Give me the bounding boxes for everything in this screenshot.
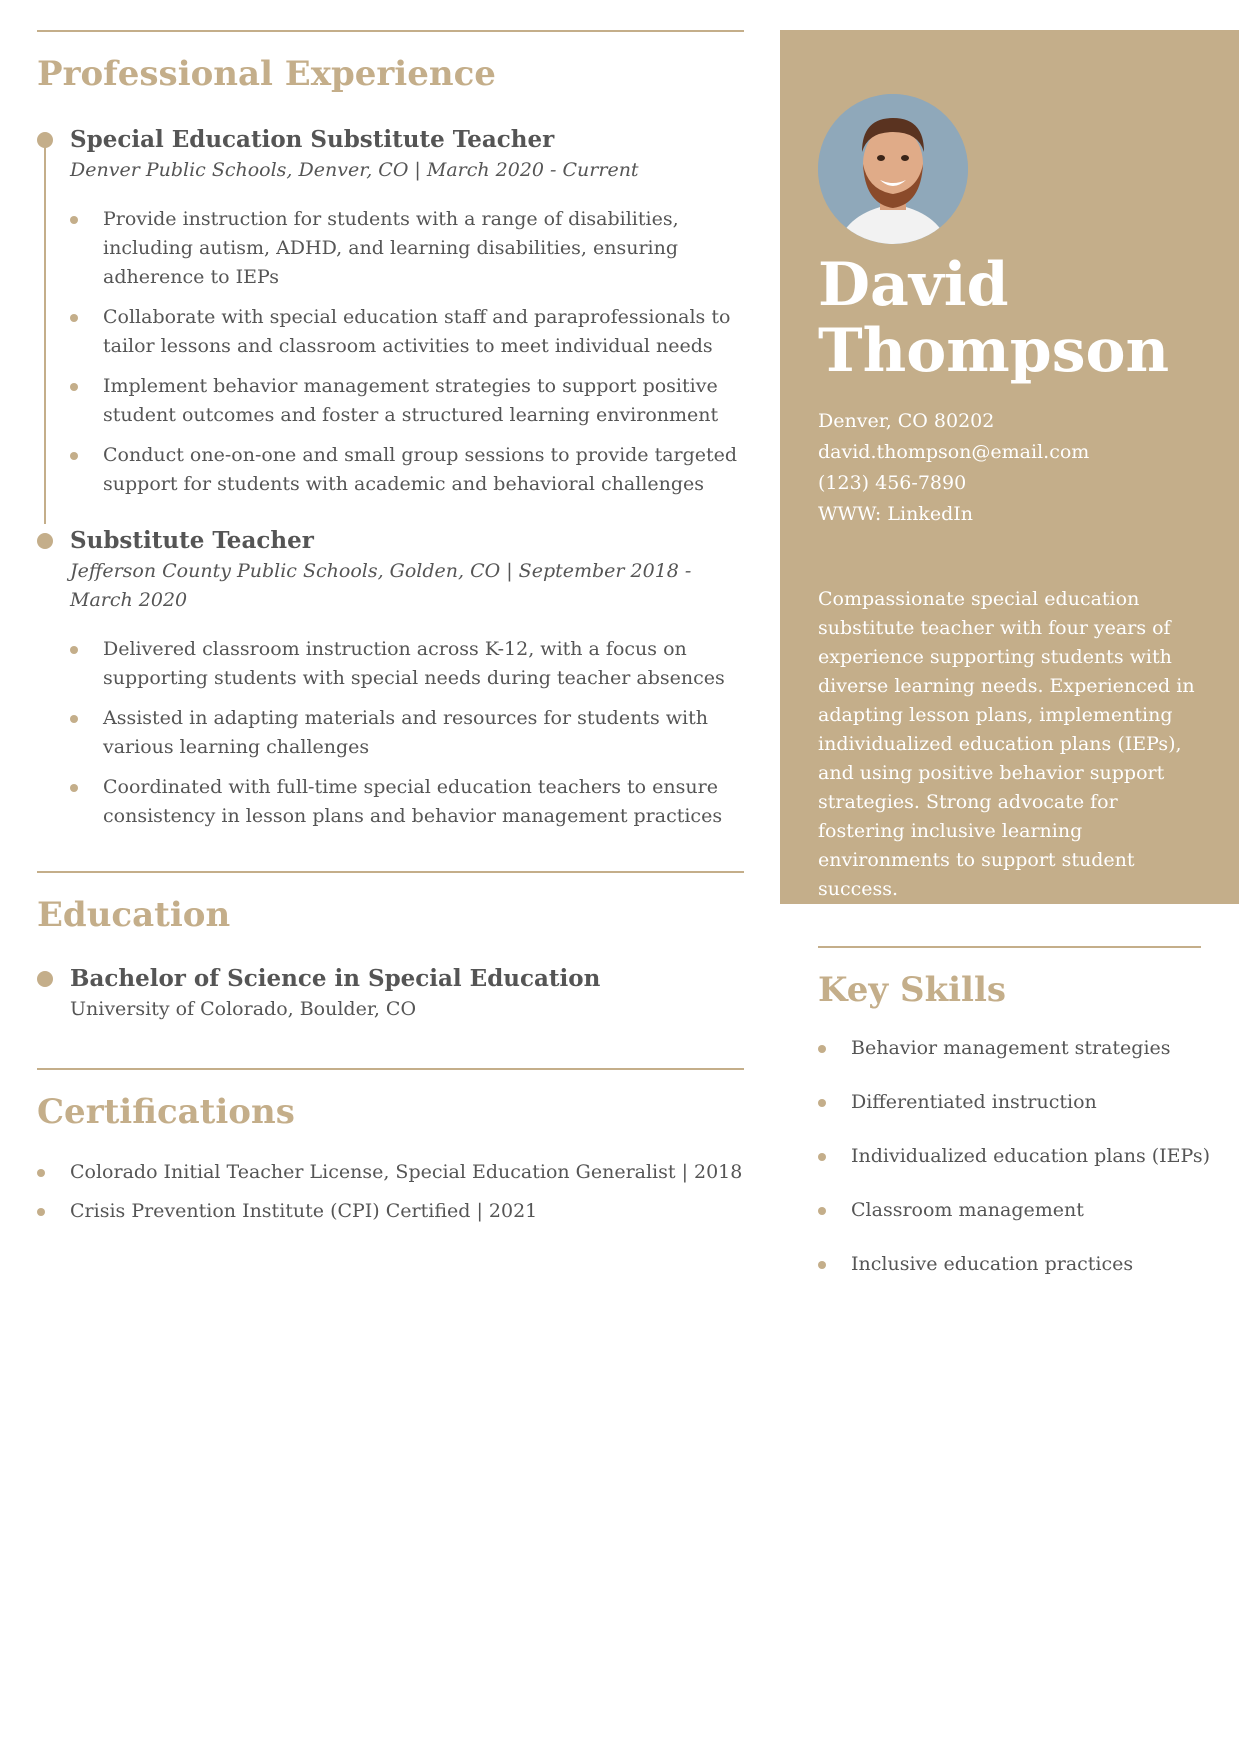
timeline-dot [37, 533, 53, 549]
job-title: Special Education Substitute Teacher [70, 126, 555, 153]
education-entry [37, 963, 744, 1024]
job-bullets [70, 635, 744, 831]
skills-heading: Key Skills [818, 970, 1007, 1010]
bullet-dot [70, 216, 78, 224]
job-entry [37, 124, 744, 499]
email-link[interactable]: david.thompson@email.com [818, 441, 1090, 463]
job-bullets [70, 205, 744, 499]
job-bullet: Collaborate with special education staff and paraprofessionals to tailor lessons and classroom activities to meet individual needs [70, 303, 744, 361]
job-bullet: Implement behavior management strategies to support positive student outcomes and foster a structured learning environment [70, 372, 744, 430]
bullet-dot [818, 1045, 826, 1053]
timeline-dot [37, 971, 53, 987]
section-divider [37, 30, 744, 32]
left-column [37, 30, 744, 1236]
skills-section [818, 946, 1210, 1304]
profile-panel [780, 30, 1239, 904]
bullet-dot [818, 1207, 826, 1215]
section-divider [37, 1068, 744, 1070]
experience-heading: Professional Experience [37, 54, 496, 94]
website-link[interactable]: WWW: LinkedIn [818, 503, 973, 525]
skill-item: Behavior management strategies [818, 1034, 1201, 1063]
bullet-dot [37, 1208, 45, 1216]
skill-item: Differentiated instruction [818, 1088, 1201, 1117]
job-bullet: Provide instruction for students with a range of disabilities, including autism, ADHD, and learning disabilities, ensuring adherence to IEPs [70, 205, 744, 292]
degree: Bachelor of Science in Special Education [70, 965, 601, 992]
job-bullet: Coordinated with full-time special education teachers to ensure consistency in lesson plans and behavior management practices [70, 773, 744, 831]
education-heading: Education [37, 895, 231, 935]
job-bullet: Conduct one-on-one and small group sessions to provide targeted support for students with academic and behavioral challenges [70, 441, 744, 499]
school: University of Colorado, Boulder, CO [70, 998, 417, 1020]
bullet-dot [818, 1099, 826, 1107]
bullet-dot [70, 452, 78, 460]
certifications-heading: Certifications [37, 1092, 295, 1132]
job-title: Substitute Teacher [70, 527, 314, 554]
timeline-dot [37, 132, 53, 148]
skill-item: Inclusive education practices [818, 1250, 1201, 1279]
avatar-portrait [818, 94, 968, 244]
job-bullet: Assisted in adapting materials and resources for students with various learning challenges [70, 704, 744, 762]
certification-item: Colorado Initial Teacher License, Special Education Generalist | 2018 [37, 1158, 744, 1187]
skills-list [818, 1034, 1210, 1279]
certification-item: Crisis Prevention Institute (CPI) Certified | 2021 [37, 1197, 744, 1226]
bullet-dot [70, 784, 78, 792]
bullet-dot [818, 1261, 826, 1269]
job-entry [37, 525, 744, 831]
contact-info [818, 406, 1202, 530]
section-divider [37, 871, 744, 873]
last-name: Thompson [818, 316, 1170, 386]
job-employer-dates: Denver Public Schools, Denver, CO | March 2020 - Current [70, 159, 639, 181]
address: Denver, CO 80202 [818, 410, 995, 432]
certifications-list [37, 1158, 744, 1226]
skill-item: Classroom management [818, 1196, 1201, 1225]
bullet-dot [70, 715, 78, 723]
bullet-dot [70, 383, 78, 391]
first-name: David [818, 250, 1009, 320]
job-employer-dates: Jefferson County Public Schools, Golden, CO | September 2018 - March 2020 [70, 560, 692, 611]
bullet-dot [818, 1153, 826, 1161]
bullet-dot [70, 314, 78, 322]
job-bullet: Delivered classroom instruction across K-12, with a focus on supporting students with special needs during teacher absences [70, 635, 744, 693]
section-divider [818, 946, 1201, 948]
avatar [818, 94, 968, 244]
summary: Compassionate special education substitute teacher with four years of experience supporting students with diverse learning needs. Experienced in adapting lesson plans, implementing individualized education plans (IEPs), and using positive behavior support strategies. Strong advocate for fostering inclusive learning environments to support student success. [818, 588, 1195, 900]
bullet-dot [37, 1169, 45, 1177]
bullet-dot [70, 646, 78, 654]
skill-item: Individualized education plans (IEPs) [818, 1142, 1201, 1171]
name [818, 252, 1202, 384]
phone: (123) 456-7890 [818, 472, 967, 494]
experience-timeline [37, 124, 744, 831]
